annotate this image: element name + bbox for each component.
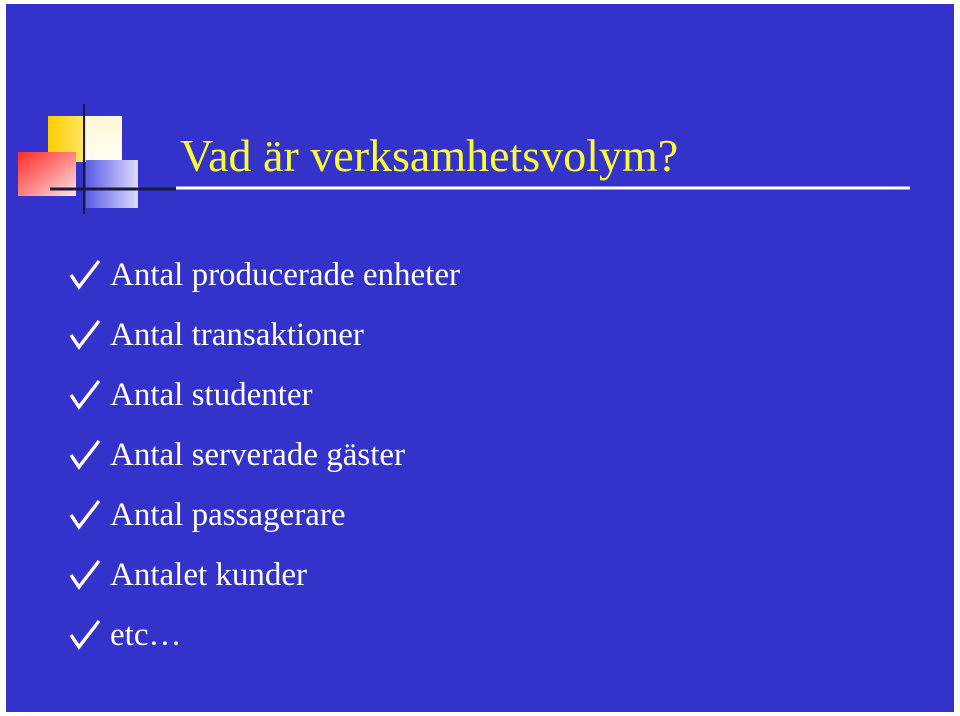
list-item [68, 485, 460, 545]
slide-title: Vad är verksamhetsvolym? [180, 130, 679, 181]
checkmark-icon [68, 558, 110, 592]
bullet-text: etc… [110, 617, 182, 653]
checkmark-icon [68, 318, 110, 352]
bullet-text: Antal producerade enheter [110, 257, 460, 293]
list-item [68, 545, 460, 605]
checkmark-icon [68, 258, 110, 292]
bullet-list [68, 245, 460, 665]
list-item [68, 365, 460, 425]
list-item [68, 305, 460, 365]
list-item [68, 605, 460, 665]
bullet-text: Antal transaktioner [110, 317, 364, 353]
list-item [68, 425, 460, 485]
slide [6, 4, 954, 712]
bullet-text: Antal passagerare [110, 497, 346, 533]
bullet-text: Antalet kunder [110, 557, 308, 593]
checkmark-icon [68, 498, 110, 532]
checkmark-icon [68, 378, 110, 412]
bullet-text: Antal studenter [110, 377, 313, 413]
colored-squares-logo [6, 4, 954, 224]
checkmark-icon [68, 618, 110, 652]
list-item [68, 245, 460, 305]
checkmark-icon [68, 438, 110, 472]
bullet-text: Antal serverade gäster [110, 437, 406, 473]
